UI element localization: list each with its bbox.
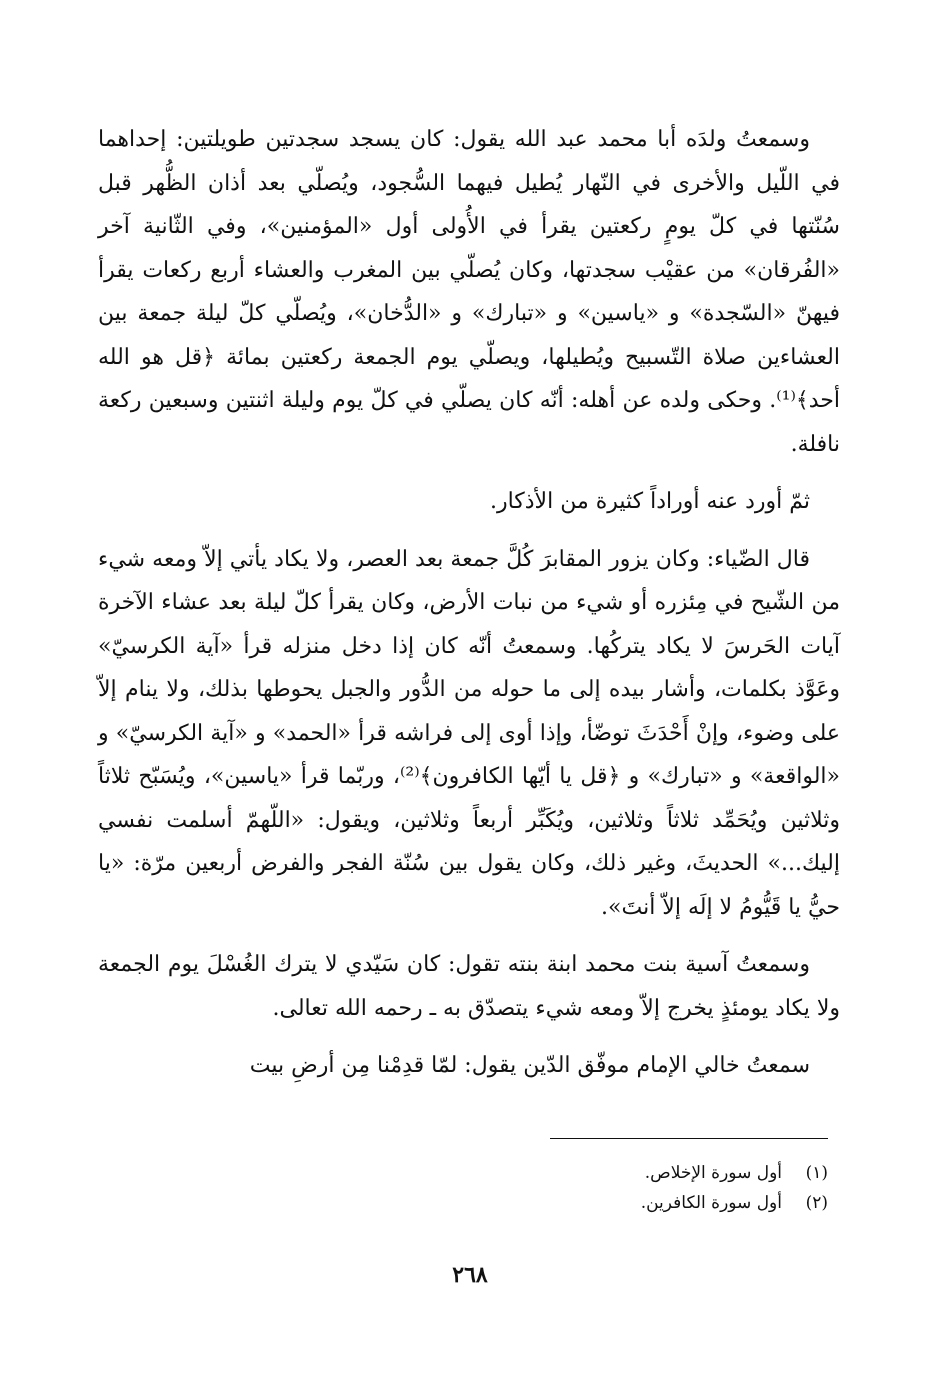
- footnote-1: [328, 1158, 828, 1188]
- footnote-text: أول سورة الكافرين.: [640, 1193, 782, 1213]
- footnote-area: [0, 1138, 940, 1140]
- paragraph-2: ثمّ أورد عنه أوراداً كثيرة من الأذكار.: [489, 489, 810, 514]
- paragraph-3: قال الضّياء: وكان يزور المقابرَ كُلَّ جمعة بعد العصر، ولا يكاد يأتي إلاّ ومعه شيء من الشّيح في مِئزره أو شيء من نبات الأرض، وكان يقرأ كلّ ليلة بعد عشاء الآخرة آيات الحَرسَ لا يكاد يتركُها. وسمعتُ أنّه كان إذا دخل منزله قرأ «آية الكرسيّ» وعَوَّذ بكلمات، وأشار بيده إلى ما حوله من الدُّور والجبل يحوطها بذلك، ولا ينام إلاّ على وضوء، وإنْ أَحْدَثَ توضّأ، وإذا أوى إلى فراشه قرأ «الحمد» و «آية الكرسيّ» و «الواقعة» و «تبارك» و ﴿قل يا أيّها الكافرون﴾⁽²⁾، وربّما قرأ «ياسين»، ويُسَبّح ثلاثاً وثلاثين ويُحَمِّد ثلاثاً وثلاثين، ويُكَبِّر أربعاً وثلاثين، ويقول: «اللّهمّ أسلمت نفسي إليك...» الحديثَ، وغير ذلك، وكان يقول بين سُنّة الفجر والفرض أربعين مرّة: «يا حيُّ يا قَيُّومُ لا إلَه إلاّ أنتَ».: [98, 546, 841, 920]
- footnote-number: (١): [805, 1163, 828, 1183]
- paragraph-1: وسمعتُ ولدَه أبا محمد عبد الله يقول: كان يسجد سجدتين طويلتين: إحداهما في اللّيل والأخرى في النّهار يُطيل فيهما السُّجود، ويُصلّي بعد أذان الظُّهر قبل سُنّتها في كلّ يومٍ ركعتين يقرأ في الأُولى أول «المؤمنين»، وفي الثّانية آخر «الفُرقان» من عقيْب سجدتها، وكان يُصلّي بين المغرب والعشاء أربع ركعات يقرأ فيهنّ «السّجدة» و «ياسين» و «تبارك» و «الدُّخان»، ويُصلّي كلّ ليلة جمعة بين العشاءين صلاة التّسبيح ويُطيلها، ويصلّي يوم الجمعة ركعتين بمائة ﴿قل هو الله أحد﴾⁽¹⁾. وحكى ولده عن أهله: أنّه كان يصلّي في كلّ يوم وليلة اثنتين وسبعين ركعة نافلة.: [98, 127, 840, 457]
- main-text: [98, 118, 840, 1102]
- paragraph-5: سمعتُ خالي الإمام موفّق الدّين يقول: لمّا قدِمْنا مِن أرضِ بيت: [249, 1053, 810, 1078]
- footnotes: [328, 1158, 828, 1218]
- page-number: ٢٦٨: [452, 1262, 488, 1288]
- footnote-number: (٢): [805, 1193, 828, 1213]
- footnote-separator: [550, 1138, 828, 1139]
- footnote-text: أول سورة الإخلاص.: [644, 1163, 782, 1183]
- paragraph-4: وسمعتُ آسية بنت محمد ابنة بنته تقول: كان سَيّدي لا يترك الغُسْلَ يوم الجمعة ولا يكاد يومئذٍ يخرج إلاّ ومعه شيء يتصدّق به ـ رحمه الله تعالى.: [98, 952, 840, 1021]
- footnote-2: [328, 1188, 828, 1218]
